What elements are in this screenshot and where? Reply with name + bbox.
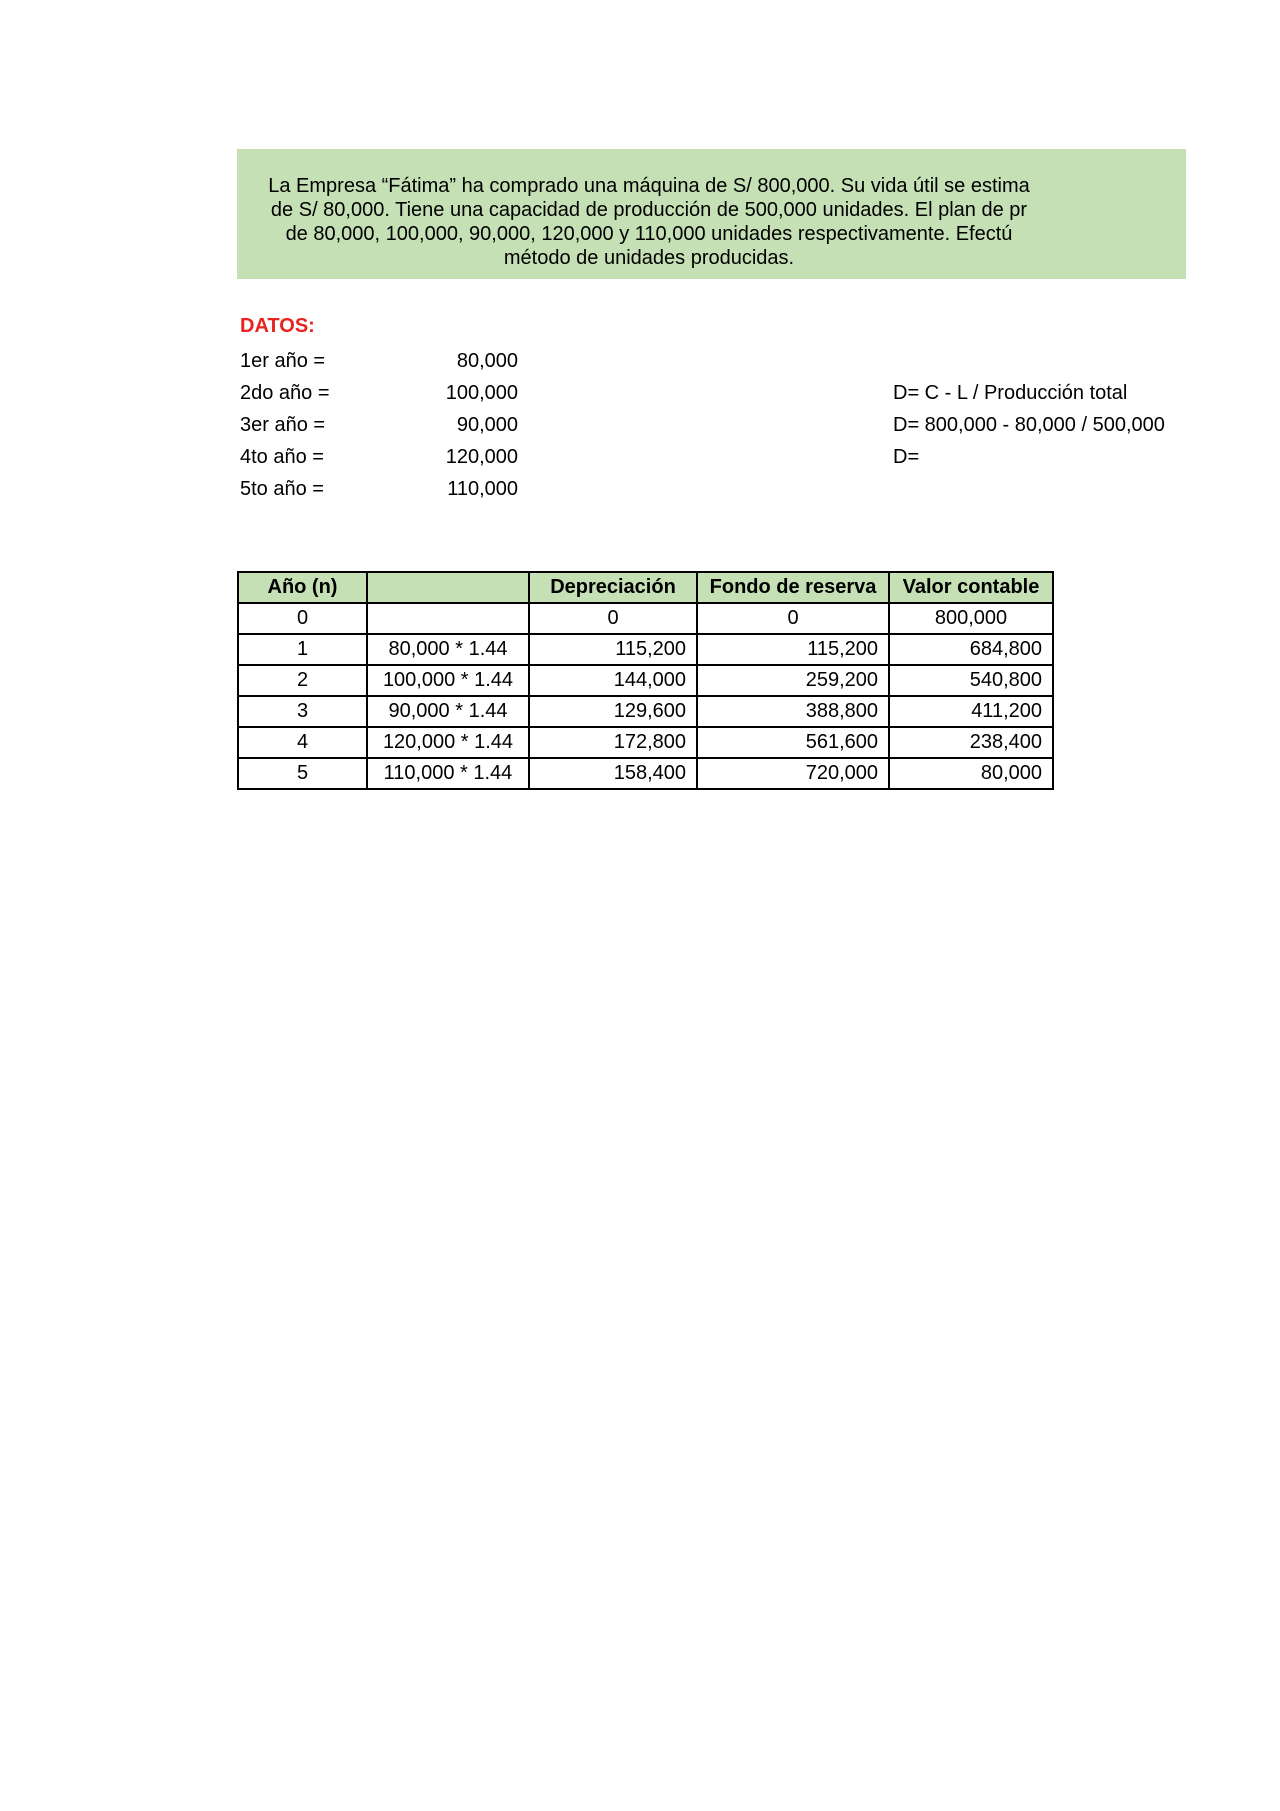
datos-value: 90,000 xyxy=(456,414,518,436)
datos-row xyxy=(240,441,518,473)
datos-label: 2do año = xyxy=(240,382,330,404)
cell-fondo-reserva: 388,800 xyxy=(697,696,889,727)
header-depreciacion: Depreciación xyxy=(529,572,697,603)
problem-line: La Empresa “Fátima” ha comprado una máquina de S/ 800,000. Su vida útil se estima xyxy=(268,175,1030,197)
cell-anio: 3 xyxy=(238,696,367,727)
cell-fondo-reserva: 0 xyxy=(697,603,889,634)
cell-depreciacion: 172,800 xyxy=(529,727,697,758)
cell-fondo-reserva: 259,200 xyxy=(697,665,889,696)
cell-calculo xyxy=(367,603,529,634)
cell-anio: 4 xyxy=(238,727,367,758)
cell-calculo: 100,000 * 1.44 xyxy=(367,665,529,696)
cell-fondo-reserva: 561,600 xyxy=(697,727,889,758)
cell-valor-contable: 540,800 xyxy=(889,665,1053,696)
datos-row xyxy=(240,345,518,377)
cell-depreciacion: 0 xyxy=(529,603,697,634)
formula-line: D= C - L / Producción total xyxy=(893,382,1128,404)
table-header-row xyxy=(238,572,1053,603)
datos-row xyxy=(240,409,518,441)
datos-value: 80,000 xyxy=(456,350,518,372)
datos-label: 1er año = xyxy=(240,350,326,372)
cell-anio: 2 xyxy=(238,665,367,696)
datos-value: 120,000 xyxy=(445,446,518,468)
cell-anio: 5 xyxy=(238,758,367,789)
header-anio: Año (n) xyxy=(238,572,367,603)
table-row xyxy=(238,665,1053,696)
problem-statement-box xyxy=(237,149,1186,279)
cell-calculo: 120,000 * 1.44 xyxy=(367,727,529,758)
header-valor-contable: Valor contable xyxy=(889,572,1053,603)
cell-calculo: 80,000 * 1.44 xyxy=(367,634,529,665)
datos-row xyxy=(240,473,518,505)
cell-calculo: 110,000 * 1.44 xyxy=(367,758,529,789)
datos-label: 4to año = xyxy=(240,446,324,468)
cell-valor-contable: 238,400 xyxy=(889,727,1053,758)
cell-fondo-reserva: 720,000 xyxy=(697,758,889,789)
table-row xyxy=(238,758,1053,789)
cell-valor-contable: 411,200 xyxy=(889,696,1053,727)
header-calculo xyxy=(367,572,529,603)
cell-anio: 1 xyxy=(238,634,367,665)
problem-line: de 80,000, 100,000, 90,000, 120,000 y 110,000 unidades respectivamente. Efectú xyxy=(285,223,1013,245)
depreciation-table xyxy=(237,571,1054,790)
cell-anio: 0 xyxy=(238,603,367,634)
cell-depreciacion: 129,600 xyxy=(529,696,697,727)
formula-line: D= 800,000 - 80,000 / 500,000 xyxy=(893,414,1165,436)
datos-row xyxy=(240,377,518,409)
cell-valor-contable: 800,000 xyxy=(889,603,1053,634)
cell-fondo-reserva: 115,200 xyxy=(697,634,889,665)
table-row xyxy=(238,727,1053,758)
datos-value: 110,000 xyxy=(447,478,518,500)
problem-line: método de unidades producidas. xyxy=(503,247,795,269)
problem-statement xyxy=(237,174,1061,270)
datos-value: 100,000 xyxy=(445,382,518,404)
cell-depreciacion: 158,400 xyxy=(529,758,697,789)
cell-depreciacion: 144,000 xyxy=(529,665,697,696)
table-row xyxy=(238,696,1053,727)
table-row xyxy=(238,634,1053,665)
datos-label: 3er año = xyxy=(240,414,326,436)
formula-line: D= xyxy=(893,446,920,468)
datos-label: 5to año = xyxy=(240,478,324,500)
problem-line: de S/ 80,000. Tiene una capacidad de producción de 500,000 unidades. El plan de pr xyxy=(270,199,1028,221)
cell-valor-contable: 684,800 xyxy=(889,634,1053,665)
cell-valor-contable: 80,000 xyxy=(889,758,1053,789)
cell-depreciacion: 115,200 xyxy=(529,634,697,665)
header-fondo-reserva: Fondo de reserva xyxy=(697,572,889,603)
cell-calculo: 90,000 * 1.44 xyxy=(367,696,529,727)
table-row xyxy=(238,603,1053,634)
datos-title: DATOS: xyxy=(240,315,315,337)
